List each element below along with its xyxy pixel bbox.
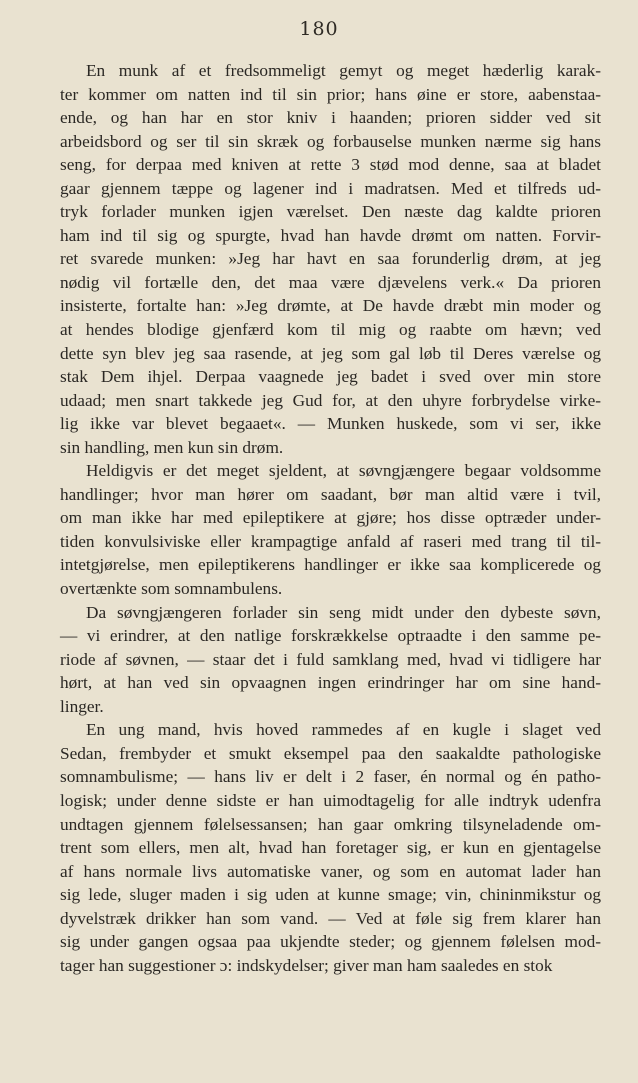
text-line: insisterte, fortalte han: »Jeg drømte, at De havde dræbt min moder og bbox=[60, 296, 601, 316]
text-line: linger. bbox=[60, 696, 104, 716]
text-line: arbeidsbord og ser til sin skræk og forbauselse munken nærme sig hans bbox=[60, 131, 601, 151]
text-line: dyvelstræk drikker han som vand. — Ved at føle sig frem klarer han bbox=[60, 908, 601, 928]
text-line: intetgjørelse, men epileptikerens handlinger er ikke saa komplicerede og bbox=[60, 555, 601, 575]
text-line: Sedan, frembyder et smukt eksempel paa den saakaldte pathologiske bbox=[60, 743, 601, 763]
text-line: sig under gangen ogsaa paa ukjendte steder; og gjennem følelsen mod- bbox=[60, 932, 601, 952]
text-line: stak Dem ihjel. Derpaa vaagnede jeg badet i sved over min store bbox=[60, 367, 601, 387]
text-line: hørt, at han ved sin opvaagnen ingen erindringer har om sine hand- bbox=[60, 673, 601, 693]
text-line: gaar gjennem tæppe og lagener ind i madratsen. Med et tilfreds ud- bbox=[60, 178, 601, 198]
text-line: undtagen gjennem følelsessansen; han gaar omkring tilsyneladende om- bbox=[60, 814, 601, 834]
text-line: lig ikke var blevet begaaet«. — Munken huskede, som vi ser, ikke bbox=[60, 414, 601, 434]
text-line: trent som ellers, men alt, hvad han foretager sig, er kun en gjentagelse bbox=[60, 838, 601, 858]
text-line: somnambulisme; — hans liv er delt i 2 faser, én normal og én patho- bbox=[60, 767, 601, 787]
page-number: 180 bbox=[299, 18, 339, 40]
text-line: om man ikke har med epileptikere at gjøre; hos disse optræder under- bbox=[60, 508, 601, 528]
paragraph-deep-sleep bbox=[60, 601, 601, 719]
text-line: En ung mand, hvis hoved rammedes af en kugle i slaget ved bbox=[86, 720, 601, 740]
text-line: tager han suggestioner ɔ: indskydelser; giver man ham saaledes en stok bbox=[60, 955, 553, 975]
paragraph-sedan-case bbox=[60, 718, 601, 977]
text-line: seng, for derpaa med kniven at rette 3 stød mod denne, saa at bladet bbox=[60, 155, 601, 175]
text-line: udaad; men snart takkede jeg Gud for, at den uhyre forbrydelse virke- bbox=[60, 390, 601, 410]
text-line: ende, og han har en stor kniv i haanden; prioren sidder ved sit bbox=[60, 108, 601, 128]
text-line: ret svarede munken: »Jeg har havt en saa forunderlig drøm, at jeg bbox=[60, 249, 601, 269]
text-line: tiden konvulsiviske eller krampagtige anfald af raseri med trang til til- bbox=[60, 531, 601, 551]
text-line: sin handling, men kun sin drøm. bbox=[60, 437, 284, 457]
text-line: tryk forlader munken igjen værelset. Den næste dag kaldte prioren bbox=[60, 202, 601, 222]
text-line: riode af søvnen, — staar det i fuld samklang med, hvad vi tidligere har bbox=[60, 649, 601, 669]
text-line: ter kommer om natten ind til sin prior; hans øine er store, aabenstaa- bbox=[60, 84, 601, 104]
text-line: Da søvngjængeren forlader sin seng midt under den dybeste søvn, bbox=[86, 602, 601, 622]
text-line: En munk af et fredsommeligt gemyt og meget hæderlig karak- bbox=[86, 61, 601, 80]
text-line: at hendes blodige gjenfærd kom til mig og raabte om hævn; ved bbox=[60, 320, 601, 340]
text-line: Heldigvis er det meget sjeldent, at søvngjængere begaar voldsomme bbox=[86, 461, 601, 481]
paragraph-violent-acts bbox=[60, 459, 601, 600]
text-line: handlinger; hvor man hører om saadant, bør man altid være i tvil, bbox=[60, 484, 601, 504]
body-text bbox=[60, 59, 601, 977]
text-line: logisk; under denne sidste er han uimodtagelig for alle indtryk udenfra bbox=[60, 790, 601, 810]
text-line: overtænkte som somnambulens. bbox=[60, 579, 283, 599]
text-line: — vi erindrer, at den natlige forskrækkelse optraadte i den samme pe- bbox=[60, 626, 601, 646]
text-line: sig lede, sluger maden i sig uden at kunne smage; vin, chininmikstur og bbox=[60, 885, 601, 905]
text-line: ham ind til sig og spurgte, hvad han havde drømt om natten. Forvir- bbox=[60, 225, 601, 245]
text-line: dette syn blev jeg saa rasende, at jeg som gal løb til Deres værelse og bbox=[60, 343, 601, 363]
text-line: nødig vil fortælle den, det maa være djævelens verk.« Da prioren bbox=[60, 272, 601, 292]
text-line: af hans normale livs automatiske vaner, og som en automat lader han bbox=[60, 861, 601, 881]
paragraph-monk-story bbox=[60, 59, 601, 459]
